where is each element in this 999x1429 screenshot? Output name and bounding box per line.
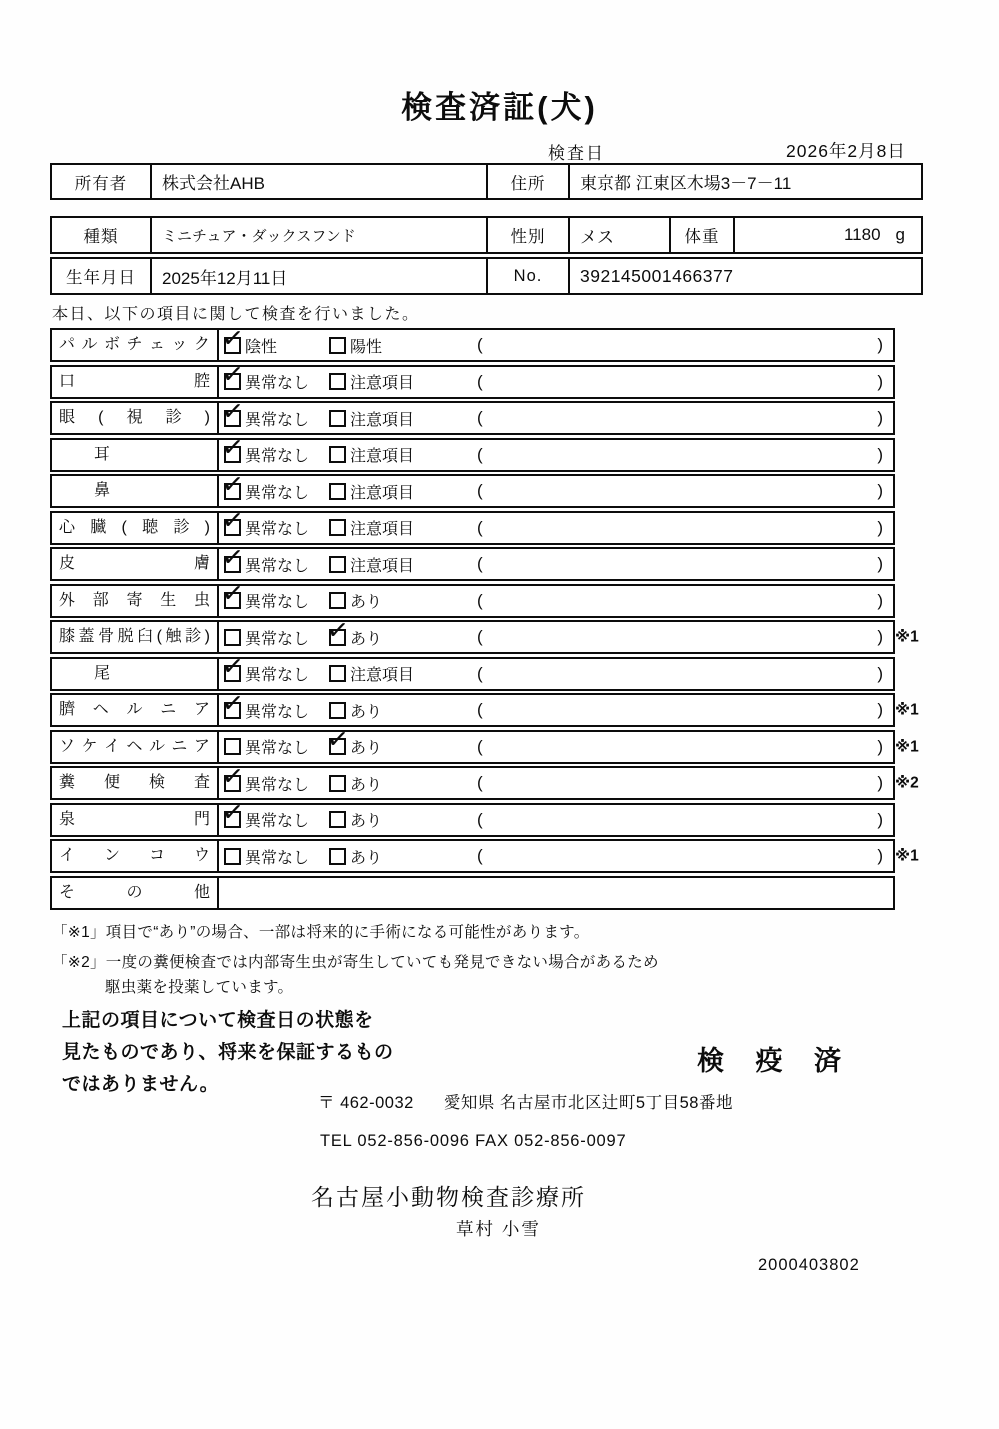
- checklist-row: [50, 547, 895, 581]
- checklist-row-content: [219, 805, 893, 835]
- checkbox-icon[interactable]: [224, 556, 241, 573]
- remarks-paren-open: (: [477, 517, 483, 537]
- remarks-paren-open: (: [477, 481, 483, 500]
- checkbox-icon[interactable]: [224, 519, 241, 536]
- checklist-row: [50, 474, 895, 508]
- checkbox-icon[interactable]: [329, 446, 346, 463]
- option-first-label: 異常なし: [245, 594, 310, 611]
- disclaimer: [62, 1005, 394, 1101]
- checklist-table: [50, 328, 919, 912]
- remarks-paren-close: ): [877, 773, 883, 792]
- remarks-paren-open: (: [477, 408, 483, 427]
- checklist-row: [50, 365, 895, 399]
- checklist-row: [50, 657, 895, 691]
- breed-value: ミニチュア・ダックスフンド: [152, 218, 488, 252]
- option-second-label: 陽性: [350, 338, 383, 356]
- option-first-label: 異常なし: [245, 740, 310, 757]
- checklist-row: [50, 839, 919, 873]
- remarks-paren-open: (: [477, 809, 483, 829]
- option-second: [329, 553, 414, 576]
- clinic-address-line: [318, 1089, 733, 1113]
- checkbox-icon[interactable]: [224, 665, 241, 682]
- checkbox-icon[interactable]: [329, 811, 346, 828]
- clinic-address: 愛知県 名古屋市北区辻町5丁目58番地: [443, 1094, 733, 1112]
- option-first-label: 異常なし: [245, 484, 310, 502]
- checklist-row: [50, 730, 919, 764]
- checkbox-icon[interactable]: [329, 410, 346, 427]
- checklist-item-label: そ の 他: [52, 878, 219, 908]
- remarks-paren-open: (: [477, 736, 483, 756]
- remarks-paren-close: ): [877, 590, 883, 610]
- option-first: [224, 334, 277, 357]
- option-second: [329, 480, 414, 503]
- remarks-paren-close: ): [877, 663, 883, 683]
- weight-value-cell: [735, 218, 921, 252]
- disclaimer-line3: ではありません。: [62, 1074, 220, 1095]
- option-first: [224, 589, 309, 612]
- option-first: [224, 772, 309, 795]
- breed-label: 種類: [52, 218, 152, 252]
- remarks-paren-open: (: [477, 371, 483, 391]
- checkbox-icon[interactable]: [329, 702, 346, 719]
- option-first: [224, 699, 309, 722]
- owner-row: [50, 163, 923, 200]
- option-first-label: 異常なし: [245, 521, 310, 538]
- checkbox-icon[interactable]: [224, 775, 241, 792]
- checklist-row: [50, 511, 895, 545]
- checkbox-icon[interactable]: [329, 775, 346, 792]
- checklist-item-label: 皮 膚: [52, 549, 219, 579]
- checklist-row-content: [219, 330, 893, 360]
- weight-unit: g: [895, 225, 905, 244]
- document-title: 検査済証(犬): [401, 90, 598, 125]
- checklist-item-label: 臍 ヘ ル ニ ア: [52, 695, 219, 725]
- certificate-no-value: 392145001466377: [580, 265, 734, 286]
- checklist-row-content: [219, 659, 893, 689]
- checklist-row-content: [219, 367, 893, 397]
- footnote-2-line1: 「※2」一度の糞便検査では内部寄生虫が寄生していても発見できない場合があるため: [52, 954, 659, 971]
- weight-value: 1180: [843, 225, 881, 244]
- option-second-label: あり: [350, 703, 383, 721]
- option-second: [329, 735, 382, 758]
- option-first-label: 異常なし: [245, 630, 310, 648]
- checkbox-icon[interactable]: [224, 410, 241, 427]
- checklist-item-label: 糞 便 検 査: [52, 768, 219, 798]
- birthdate-label: 生年月日: [52, 259, 152, 293]
- option-second-label: あり: [350, 594, 383, 611]
- checklist-row: [50, 620, 919, 654]
- remarks-paren-open: (: [477, 627, 483, 646]
- checkbox-icon[interactable]: [329, 519, 346, 536]
- option-second: [329, 808, 382, 831]
- footnote-2-line2: 駆虫薬を投薬しています。: [105, 979, 294, 996]
- checklist-item-label: 鼻: [52, 476, 219, 506]
- checklist-row-content: [219, 768, 893, 798]
- option-second-label: 注意項目: [350, 484, 415, 502]
- remarks-paren-close: ): [877, 408, 883, 427]
- option-first-label: 異常なし: [245, 813, 310, 830]
- checkbox-icon[interactable]: [224, 848, 241, 865]
- checklist-row-content: [219, 440, 893, 470]
- checkbox-icon[interactable]: [224, 337, 241, 354]
- option-first: [224, 516, 309, 539]
- footnotes: [52, 922, 659, 998]
- checklist-row-content: [219, 586, 893, 616]
- checklist-item-label: 口 腔: [52, 367, 219, 397]
- remarks-paren-open: (: [477, 700, 483, 719]
- option-second: [329, 407, 414, 430]
- intro-statement: 本日、以下の項目に関して検査を行いました。: [52, 306, 420, 323]
- disclaimer-line1: 上記の項目について検査日の状態を: [62, 1010, 374, 1031]
- address-label: 住所: [488, 165, 570, 198]
- option-first: [224, 553, 309, 576]
- checkbox-icon[interactable]: [224, 483, 241, 500]
- option-second: [329, 845, 382, 868]
- option-second-label: 注意項目: [350, 521, 415, 538]
- footnote-ref: ※1: [895, 701, 919, 719]
- checklist-item-label: ソ ケ イ ヘ ル ニ ア: [52, 732, 219, 762]
- checklist-row-content: [219, 476, 893, 506]
- checklist-row-content: [219, 695, 893, 725]
- option-second-label: あり: [350, 849, 383, 867]
- option-second: [329, 443, 414, 466]
- checklist-item-label: 耳: [52, 440, 219, 470]
- clinic-name: 名古屋小動物検査診療所: [311, 1184, 586, 1210]
- address-value: 東京都 江東区木場3－7－11: [580, 174, 792, 193]
- checklist-row: [50, 693, 919, 727]
- owner-value: 株式会社AHB: [152, 165, 488, 198]
- checklist-item-label: イ ン コ ウ: [52, 841, 219, 871]
- inspection-date-label: 検査日: [548, 144, 605, 163]
- option-second: [329, 772, 382, 795]
- checklist-row-content: [219, 403, 893, 433]
- checklist-row-content: [219, 549, 893, 579]
- checkbox-icon[interactable]: [329, 738, 346, 755]
- checkbox-icon[interactable]: [224, 811, 241, 828]
- remarks-paren-close: ): [877, 554, 883, 573]
- checklist-row-content: [219, 513, 893, 543]
- checkbox-icon[interactable]: [329, 848, 346, 865]
- option-second-label: あり: [350, 813, 383, 830]
- document-serial-number: 2000403802: [758, 1256, 860, 1274]
- remarks-paren-open: (: [477, 554, 483, 573]
- checklist-row: [50, 803, 895, 837]
- checkbox-icon[interactable]: [329, 665, 346, 682]
- remarks-paren-close: ): [877, 809, 883, 829]
- checklist-row: [50, 438, 895, 472]
- checkbox-icon[interactable]: [329, 373, 346, 390]
- option-second: [329, 589, 382, 612]
- option-first-label: 異常なし: [245, 776, 310, 794]
- clinic-postal-code: 〒 462-0032: [318, 1094, 414, 1112]
- remarks-paren-open: (: [477, 663, 483, 683]
- footnote-ref: ※1: [895, 628, 919, 646]
- option-first-label: 異常なし: [245, 557, 310, 575]
- remarks-paren-close: ): [877, 371, 883, 391]
- option-first: [224, 735, 309, 758]
- checklist-item-label: 心 臓 ( 聴 診 ): [52, 513, 219, 543]
- remarks-paren-open: (: [477, 590, 483, 610]
- checklist-item-label: 眼 ( 視 診 ): [52, 403, 219, 433]
- option-first: [224, 443, 309, 466]
- checklist-row: [50, 328, 895, 362]
- remarks-paren-close: ): [877, 481, 883, 500]
- checklist-item-label: パ ル ボ チ ェ ッ ク: [52, 330, 219, 360]
- remarks-paren-open: (: [477, 846, 483, 865]
- checklist-row-content: [219, 841, 893, 871]
- option-first: [224, 845, 309, 868]
- option-first-label: 異常なし: [245, 411, 310, 429]
- option-first-label: 異常なし: [245, 667, 310, 684]
- remarks-paren-close: ): [877, 335, 883, 354]
- option-second-label: 注意項目: [350, 448, 415, 465]
- checkbox-icon[interactable]: [224, 446, 241, 463]
- checklist-row: [50, 876, 895, 910]
- option-first-label: 陰性: [245, 338, 278, 356]
- checkbox-icon[interactable]: [329, 592, 346, 609]
- breed-row: [50, 216, 923, 254]
- checkbox-icon[interactable]: [329, 483, 346, 500]
- checkbox-icon[interactable]: [224, 629, 241, 646]
- examiner-name: 草村 小雪: [456, 1219, 541, 1239]
- checklist-row-content: [219, 732, 893, 762]
- option-second-label: あり: [350, 630, 383, 648]
- footnote-1: 「※1」項目で“あり”の場合、一部は将来的に手術になる可能性があります。: [52, 924, 590, 941]
- option-second-label: あり: [350, 776, 383, 794]
- option-first-label: 異常なし: [245, 849, 310, 867]
- option-first: [224, 808, 309, 831]
- birthdate-row: [50, 257, 923, 295]
- checkbox-icon[interactable]: [224, 738, 241, 755]
- checkbox-icon[interactable]: [329, 337, 346, 354]
- option-second: [329, 516, 414, 539]
- owner-label: 所有者: [52, 165, 152, 198]
- option-first-label: 異常なし: [245, 703, 310, 721]
- sex-label: 性別: [488, 218, 570, 252]
- checklist-row-content: [219, 622, 893, 652]
- checklist-item-label: 膝 蓋 骨 脱 臼 ( 触 診 ): [52, 622, 219, 652]
- sex-value: メス: [570, 218, 671, 252]
- option-second: [329, 370, 414, 393]
- checklist-item-label: 外 部 寄 生 虫: [52, 586, 219, 616]
- option-second-label: 注意項目: [350, 375, 415, 392]
- option-first: [224, 662, 309, 685]
- option-second-label: 注意項目: [350, 667, 415, 684]
- checklist-row-content: [219, 878, 893, 908]
- checkbox-icon[interactable]: [329, 629, 346, 646]
- inspection-date-value: 2026年2月8日: [786, 141, 906, 161]
- footnote-ref: ※2: [895, 774, 919, 792]
- option-second-label: 注意項目: [350, 411, 415, 429]
- checkbox-icon[interactable]: [224, 702, 241, 719]
- remarks-paren-close: ): [877, 444, 883, 464]
- quarantine-stamp: 検 疫 済: [697, 1046, 854, 1076]
- birthdate-value: 2025年12月11日: [152, 259, 488, 293]
- option-first: [224, 407, 309, 430]
- footnote-ref: ※1: [895, 847, 919, 865]
- option-second: [329, 626, 382, 649]
- option-first: [224, 370, 309, 393]
- checklist-item-label: 尾: [52, 659, 219, 689]
- option-first: [224, 480, 309, 503]
- certificate-no-label: No.: [488, 259, 570, 293]
- remarks-paren-open: (: [477, 444, 483, 464]
- remarks-paren-close: ): [877, 736, 883, 756]
- disclaimer-line2: 見たものであり、将来を保証するもの: [62, 1042, 394, 1063]
- remarks-paren-open: (: [477, 335, 483, 354]
- checklist-row: [50, 584, 895, 618]
- remarks-paren-close: ): [877, 627, 883, 646]
- checkbox-icon[interactable]: [224, 592, 241, 609]
- checklist-row: [50, 766, 919, 800]
- option-first-label: 異常なし: [245, 448, 310, 465]
- footnote-ref: ※1: [895, 738, 919, 755]
- option-second: [329, 334, 382, 357]
- checklist-item-label: 泉 門: [52, 805, 219, 835]
- option-second: [329, 662, 414, 685]
- option-first: [224, 626, 309, 649]
- remarks-paren-close: ): [877, 517, 883, 537]
- weight-label: 体重: [671, 218, 735, 252]
- option-second: [329, 699, 382, 722]
- remarks-paren-close: ): [877, 846, 883, 865]
- remarks-paren-open: (: [477, 773, 483, 792]
- checkbox-icon[interactable]: [224, 373, 241, 390]
- option-second-label: 注意項目: [350, 557, 415, 575]
- checklist-row: [50, 401, 895, 435]
- option-first-label: 異常なし: [245, 375, 310, 392]
- checkbox-icon[interactable]: [329, 556, 346, 573]
- option-second-label: あり: [350, 740, 383, 757]
- clinic-tel-fax: TEL 052-856-0096 FAX 052-856-0097: [320, 1132, 627, 1150]
- remarks-paren-close: ): [877, 700, 883, 719]
